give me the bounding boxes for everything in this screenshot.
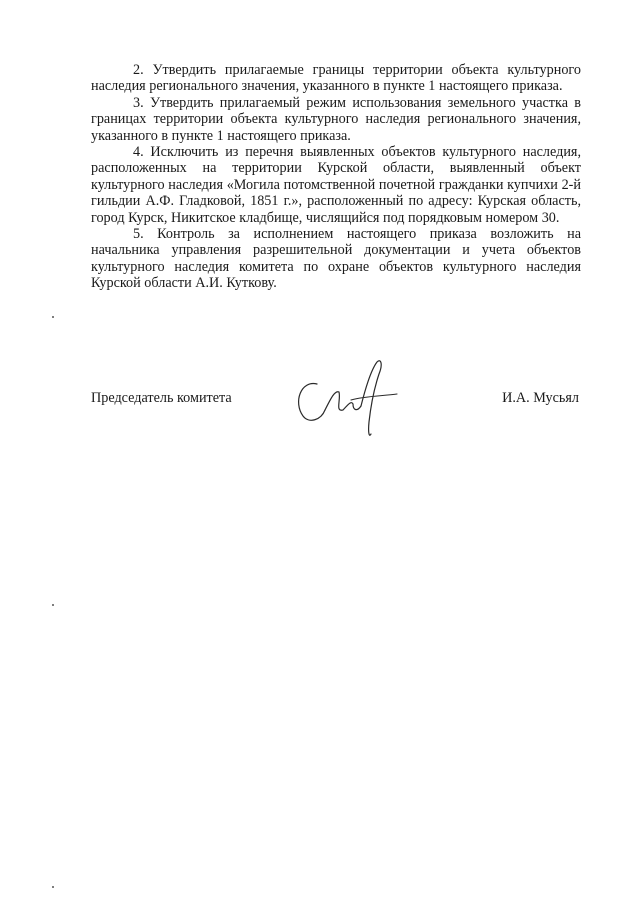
paragraph-3: 3. Утвердить прилагаемый режим использования земельного участка в границах территории объекта культурного наследия регионального значения, указанного в пункте 1 настоящего приказа. [91, 94, 581, 144]
paragraph-2: 2. Утвердить прилагаемые границы территории объекта культурного наследия регионального значения, указанного в пункте 1 настоящего приказа. [91, 62, 581, 95]
scan-speck [52, 316, 54, 318]
signatory-name: И.А. Мусьял [502, 390, 579, 406]
scan-speck [52, 604, 54, 606]
signature-block [91, 350, 581, 450]
paragraph-5: 5. Контроль за исполнением настоящего приказа возложить на начальника управления разрешительной документации и учета объектов культурного наследия комитета по охране объектов культурного наследия Курской области А.И. Куткову. [91, 226, 581, 292]
paragraph-4: 4. Исключить из перечня выявленных объектов культурного наследия, расположенных на территории Курской области, выявленный объект культурного наследия «Могила потомственной почетной гражданки купчихи 2-й гильдии А.Ф. Гладковой, 1851 г.», расположенный по адресу: Курская область, город Курск, Никитское кладбище, числящийся под порядковым номером 30. [91, 144, 581, 226]
signatory-title: Председатель комитета [91, 390, 232, 406]
handwritten-signature [291, 350, 401, 450]
scan-speck [52, 886, 54, 888]
document-body [91, 62, 581, 292]
